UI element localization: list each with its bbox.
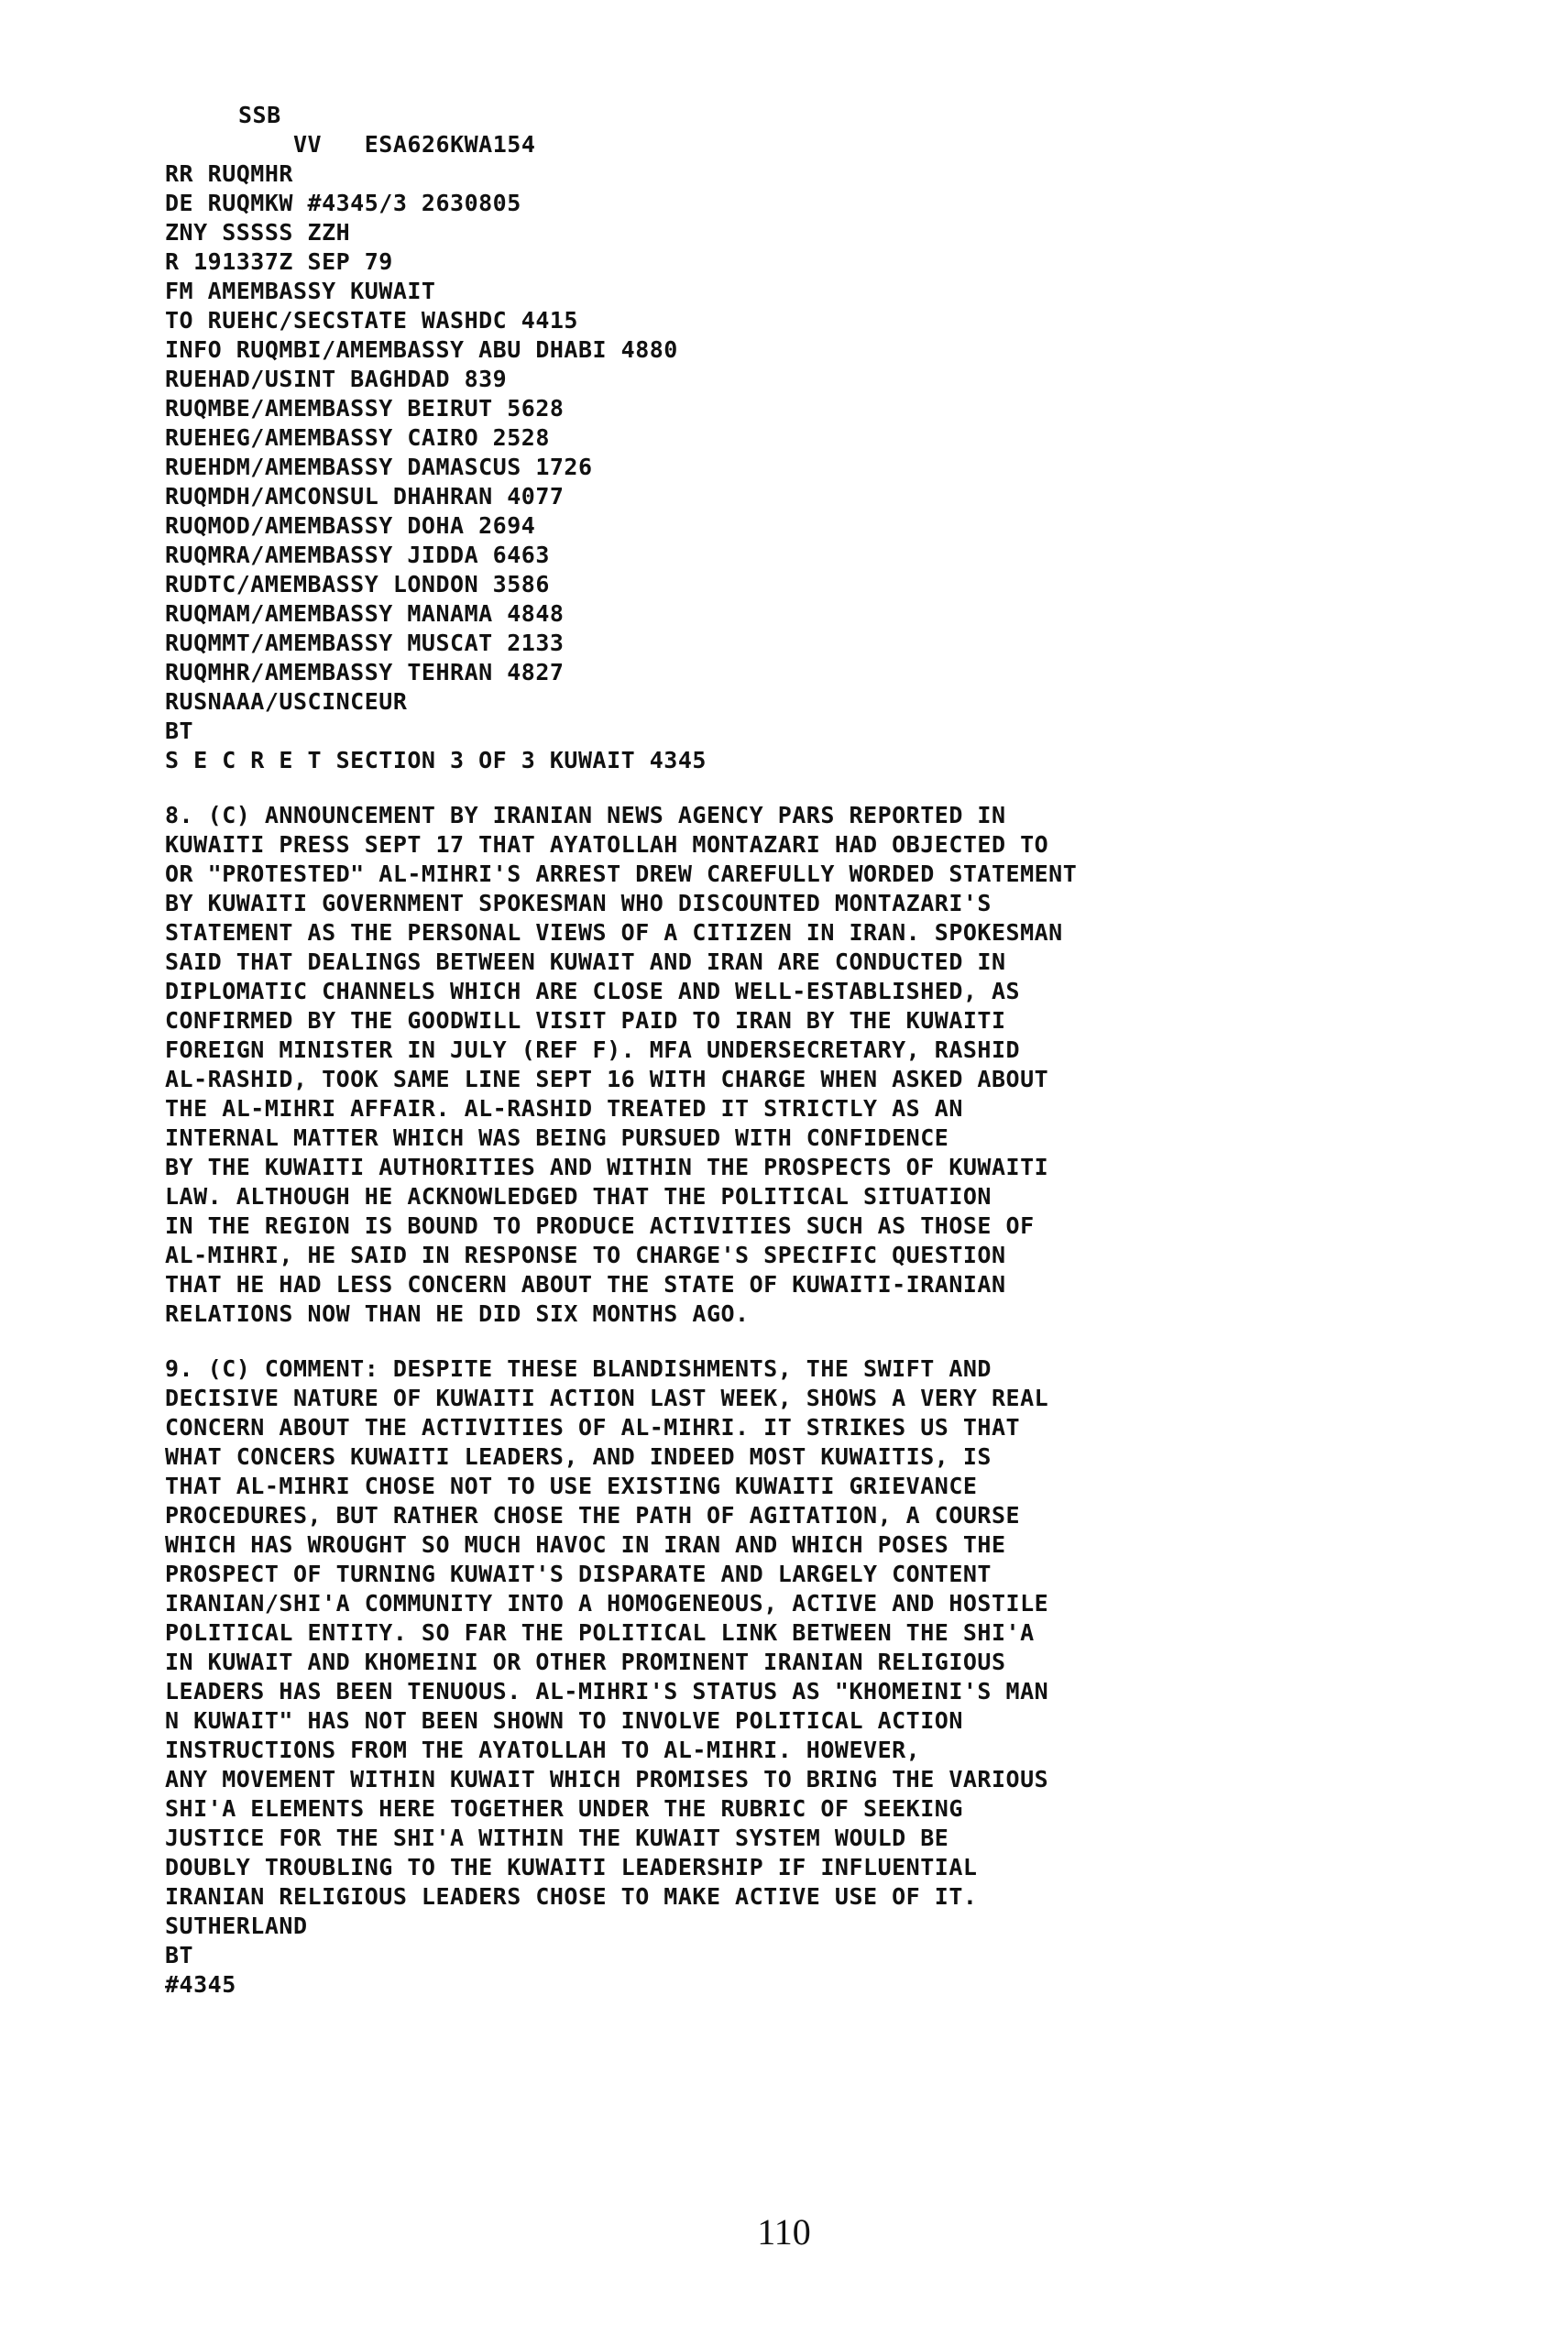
paragraph-line: SHI'A ELEMENTS HERE TOGETHER UNDER THE RUBRIC OF SEEKING [165, 1795, 963, 1822]
paragraph-line: FOREIGN MINISTER IN JULY (REF F). MFA UNDERSECRETARY, RASHID [165, 1036, 1021, 1063]
header-line: RUQMRA/AMEMBASSY JIDDA 6463 [165, 542, 550, 568]
spacer [165, 1329, 1310, 1354]
header-line: R 191337Z SEP 79 [165, 248, 393, 275]
paragraph-line: STATEMENT AS THE PERSONAL VIEWS OF A CITIZEN IN IRAN. SPOKESMAN [165, 919, 1063, 946]
footer-line: #4345 [165, 1971, 236, 1998]
paragraph-line: INSTRUCTIONS FROM THE AYATOLLAH TO AL-MIHRI. HOWEVER, [165, 1737, 921, 1763]
header-line: RUDTC/AMEMBASSY LONDON 3586 [165, 571, 550, 597]
spacer [165, 775, 1310, 801]
paragraph-line: POLITICAL ENTITY. SO FAR THE POLITICAL LINK BETWEEN THE SHI'A [165, 1619, 1035, 1646]
paragraph-line: JUSTICE FOR THE SHI'A WITHIN THE KUWAIT SYSTEM WOULD BE [165, 1825, 949, 1851]
paragraph-line: ANY MOVEMENT WITHIN KUWAIT WHICH PROMISES TO BRING THE VARIOUS [165, 1766, 1049, 1792]
paragraph-line: THAT HE HAD LESS CONCERN ABOUT THE STATE OF KUWAITI-IRANIAN [165, 1271, 1006, 1298]
paragraph-9 [165, 1354, 1310, 1912]
paragraph-line: RELATIONS NOW THAN HE DID SIX MONTHS AGO. [165, 1300, 750, 1327]
paragraph-line: DOUBLY TROUBLING TO THE KUWAITI LEADERSHIP IF INFLUENTIAL [165, 1854, 978, 1880]
paragraph-line: INTERNAL MATTER WHICH WAS BEING PURSUED WITH CONFIDENCE [165, 1124, 949, 1151]
paragraph-line: LAW. ALTHOUGH HE ACKNOWLEDGED THAT THE POLITICAL SITUATION [165, 1183, 992, 1210]
page-number: 110 [757, 2211, 811, 2253]
header-line: RR RUQMHR [165, 160, 293, 187]
paragraph-line: 9. (C) COMMENT: DESPITE THESE BLANDISHMENTS, THE SWIFT AND [165, 1355, 992, 1382]
header-line: RUQMBE/AMEMBASSY BEIRUT 5628 [165, 395, 565, 422]
paragraph-line: DIPLOMATIC CHANNELS WHICH ARE CLOSE AND WELL-ESTABLISHED, AS [165, 978, 1021, 1004]
header-line: RUQMOD/AMEMBASSY DOHA 2694 [165, 512, 536, 539]
footer-line: BT [165, 1942, 194, 1968]
paragraph-line: IN KUWAIT AND KHOMEINI OR OTHER PROMINENT IRANIAN RELIGIOUS [165, 1649, 1006, 1675]
paragraph-line: WHICH HAS WROUGHT SO MUCH HAVOC IN IRAN AND WHICH POSES THE [165, 1531, 1006, 1558]
header-line: RUQMAM/AMEMBASSY MANAMA 4848 [165, 600, 565, 627]
paragraph-line: 8. (C) ANNOUNCEMENT BY IRANIAN NEWS AGENCY PARS REPORTED IN [165, 802, 1006, 828]
paragraph-line: SAID THAT DEALINGS BETWEEN KUWAIT AND IRAN ARE CONDUCTED IN [165, 948, 1006, 975]
header-line: INFO RUQMBI/AMEMBASSY ABU DHABI 4880 [165, 336, 678, 363]
paragraph-line: IRANIAN RELIGIOUS LEADERS CHOSE TO MAKE ACTIVE USE OF IT. [165, 1883, 978, 1910]
cable-header [165, 101, 1310, 775]
paragraph-line: OR "PROTESTED" AL-MIHRI'S ARREST DREW CAREFULLY WORDED STATEMENT [165, 861, 1078, 887]
paragraph-line: IRANIAN/SHI'A COMMUNITY INTO A HOMOGENEOUS, ACTIVE AND HOSTILE [165, 1590, 1049, 1617]
header-line: VV ESA626KWA154 [293, 131, 536, 158]
header-line: BT [165, 718, 194, 744]
header-line: RUQMDH/AMCONSUL DHAHRAN 4077 [165, 483, 565, 510]
paragraph-line: PROCEDURES, BUT RATHER CHOSE THE PATH OF AGITATION, A COURSE [165, 1502, 1021, 1529]
paragraph-line: BY KUWAITI GOVERNMENT SPOKESMAN WHO DISCOUNTED MONTAZARI'S [165, 890, 992, 916]
header-line: FM AMEMBASSY KUWAIT [165, 278, 436, 304]
paragraph-line: KUWAITI PRESS SEPT 17 THAT AYATOLLAH MONTAZARI HAD OBJECTED TO [165, 831, 1049, 858]
cable-footer [165, 1912, 1310, 2000]
classification-line: S E C R E T SECTION 3 OF 3 KUWAIT 4345 [165, 747, 707, 773]
paragraph-line: THE AL-MIHRI AFFAIR. AL-RASHID TREATED IT STRICTLY AS AN [165, 1095, 963, 1122]
paragraph-line: CONFIRMED BY THE GOODWILL VISIT PAID TO IRAN BY THE KUWAITI [165, 1007, 1006, 1034]
header-line: RUQMMT/AMEMBASSY MUSCAT 2133 [165, 630, 565, 656]
header-line: RUEHAD/USINT BAGHDAD 839 [165, 366, 508, 392]
paragraph-line: LEADERS HAS BEEN TENUOUS. AL-MIHRI'S STATUS AS "KHOMEINI'S MAN [165, 1678, 1049, 1705]
header-line: SSB [238, 102, 281, 128]
header-line: RUEHEG/AMEMBASSY CAIRO 2528 [165, 424, 550, 451]
paragraph-line: DECISIVE NATURE OF KUWAITI ACTION LAST WEEK, SHOWS A VERY REAL [165, 1385, 1049, 1411]
header-line: ZNY SSSSS ZZH [165, 219, 351, 246]
signature-line: SUTHERLAND [165, 1913, 308, 1939]
paragraph-line: AL-MIHRI, HE SAID IN RESPONSE TO CHARGE'S SPECIFIC QUESTION [165, 1242, 1006, 1268]
paragraph-line: N KUWAIT" HAS NOT BEEN SHOWN TO INVOLVE POLITICAL ACTION [165, 1707, 963, 1734]
header-line: RUEHDM/AMEMBASSY DAMASCUS 1726 [165, 454, 593, 480]
paragraph-line: THAT AL-MIHRI CHOSE NOT TO USE EXISTING KUWAITI GRIEVANCE [165, 1473, 978, 1499]
cable-text [165, 101, 1310, 2000]
header-line: RUSNAAA/USCINCEUR [165, 688, 408, 715]
paragraph-8 [165, 801, 1310, 1329]
paragraph-line: WHAT CONCERS KUWAITI LEADERS, AND INDEED MOST KUWAITIS, IS [165, 1443, 992, 1470]
header-line: DE RUQMKW #4345/3 2630805 [165, 190, 521, 216]
paragraph-line: AL-RASHID, TOOK SAME LINE SEPT 16 WITH CHARGE WHEN ASKED ABOUT [165, 1066, 1049, 1092]
header-line: TO RUEHC/SECSTATE WASHDC 4415 [165, 307, 578, 334]
paragraph-line: BY THE KUWAITI AUTHORITIES AND WITHIN THE PROSPECTS OF KUWAITI [165, 1154, 1049, 1180]
paragraph-line: CONCERN ABOUT THE ACTIVITIES OF AL-MIHRI. IT STRIKES US THAT [165, 1414, 1021, 1441]
header-line: RUQMHR/AMEMBASSY TEHRAN 4827 [165, 659, 565, 685]
paragraph-line: IN THE REGION IS BOUND TO PRODUCE ACTIVITIES SUCH AS THOSE OF [165, 1212, 1035, 1239]
paragraph-line: PROSPECT OF TURNING KUWAIT'S DISPARATE AND LARGELY CONTENT [165, 1561, 992, 1587]
